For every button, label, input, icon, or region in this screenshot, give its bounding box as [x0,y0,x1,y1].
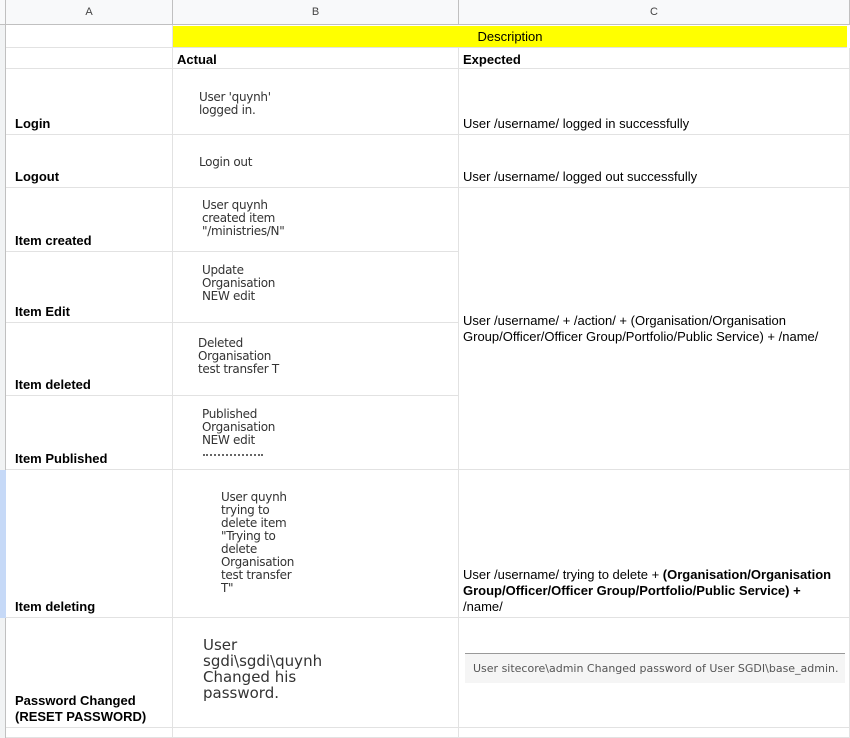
cell-a2[interactable] [6,48,173,69]
cell-label-logout[interactable] [6,135,173,188]
cell-label-password-changed[interactable] [6,618,173,728]
actual-image-text: User sgdi\sgdi\quynh Changed his password. [203,636,323,702]
row-label: Item Published [15,451,108,466]
expected-header: Expected [463,52,521,67]
expected-plain: User /username/ trying to delete + [463,567,663,582]
expected-tail: /name/ [463,599,503,614]
expected-image-panel [465,653,845,683]
actual-image-text: Deleted Organisation test transfer T [198,336,279,376]
cell-actual-item-published[interactable] [173,396,459,470]
cell-label-item-deleting[interactable] [6,470,173,618]
cell-expected-item-deleting[interactable] [459,470,850,618]
cell-actual-login[interactable] [173,69,459,135]
cell-expected-header[interactable] [459,48,850,69]
cell-actual-item-edit[interactable] [173,252,459,323]
description-header[interactable]: Description [173,26,847,48]
cell-actual-item-created[interactable] [173,188,459,252]
cell-empty[interactable] [459,728,850,738]
row-label: Logout [15,169,60,184]
column-header-c[interactable]: C [459,0,850,25]
actual-image-text: Update Organisation NEW edit [202,263,276,303]
actual-header: Actual [177,52,217,67]
cell-actual-item-deleted[interactable] [173,323,459,396]
row-label: Item deleting [15,599,96,614]
row-label: Item created [15,233,92,248]
cell-expected-merged[interactable] [459,188,850,470]
column-header-a[interactable]: A [6,0,173,25]
row-label: Login [15,116,51,131]
actual-image-text: User quynh created item "/ministries/N" [202,198,285,238]
row-label: Item Edit [15,304,70,319]
actual-image-text: User 'quynh' logged in. [199,90,271,117]
cell-label-item-published[interactable] [6,396,173,470]
cell-actual-password-changed[interactable] [173,618,459,728]
expected-text [463,567,847,615]
cell-label-item-deleted[interactable] [6,323,173,396]
actual-image-text: Login out [199,155,253,169]
cell-empty[interactable] [6,728,173,738]
expected-text: User /username/ logged out successfully [463,169,698,184]
cell-label-login[interactable] [6,69,173,135]
clipped-text-fragment [203,454,263,459]
column-header-b[interactable]: B [173,0,459,25]
cell-actual-item-deleting[interactable] [173,470,459,618]
cell-a1[interactable] [6,25,173,48]
row-label: Item deleted [15,377,91,392]
cell-label-item-created[interactable] [6,188,173,252]
actual-image-text: User quynh trying to delete item "Trying to delete Organisation test transfer T" [221,490,295,595]
row-label: Password Changed (RESET PASSWORD) [15,693,147,724]
expected-bold: (Organisation/Organisation Group/Officer/Officer Group/Portfolio/Public Service) + [463,567,832,598]
expected-image-text: User sitecore\admin Changed password of User SGDI\base_admin. [473,662,839,675]
cell-label-item-edit[interactable] [6,252,173,323]
cell-expected-login[interactable] [459,69,850,135]
cell-actual-header[interactable] [173,48,459,69]
cell-expected-logout[interactable] [459,135,850,188]
cell-actual-logout[interactable] [173,135,459,188]
expected-text: User /username/ + /action/ + (Organisation/Organisation Group/Officer/Officer Group/Portfolio/Public Service) + /name/ [463,313,819,344]
expected-text: User /username/ logged in successfully [463,116,690,131]
cell-empty[interactable] [173,728,459,738]
actual-image-text: Published Organisation NEW edit [202,407,276,447]
